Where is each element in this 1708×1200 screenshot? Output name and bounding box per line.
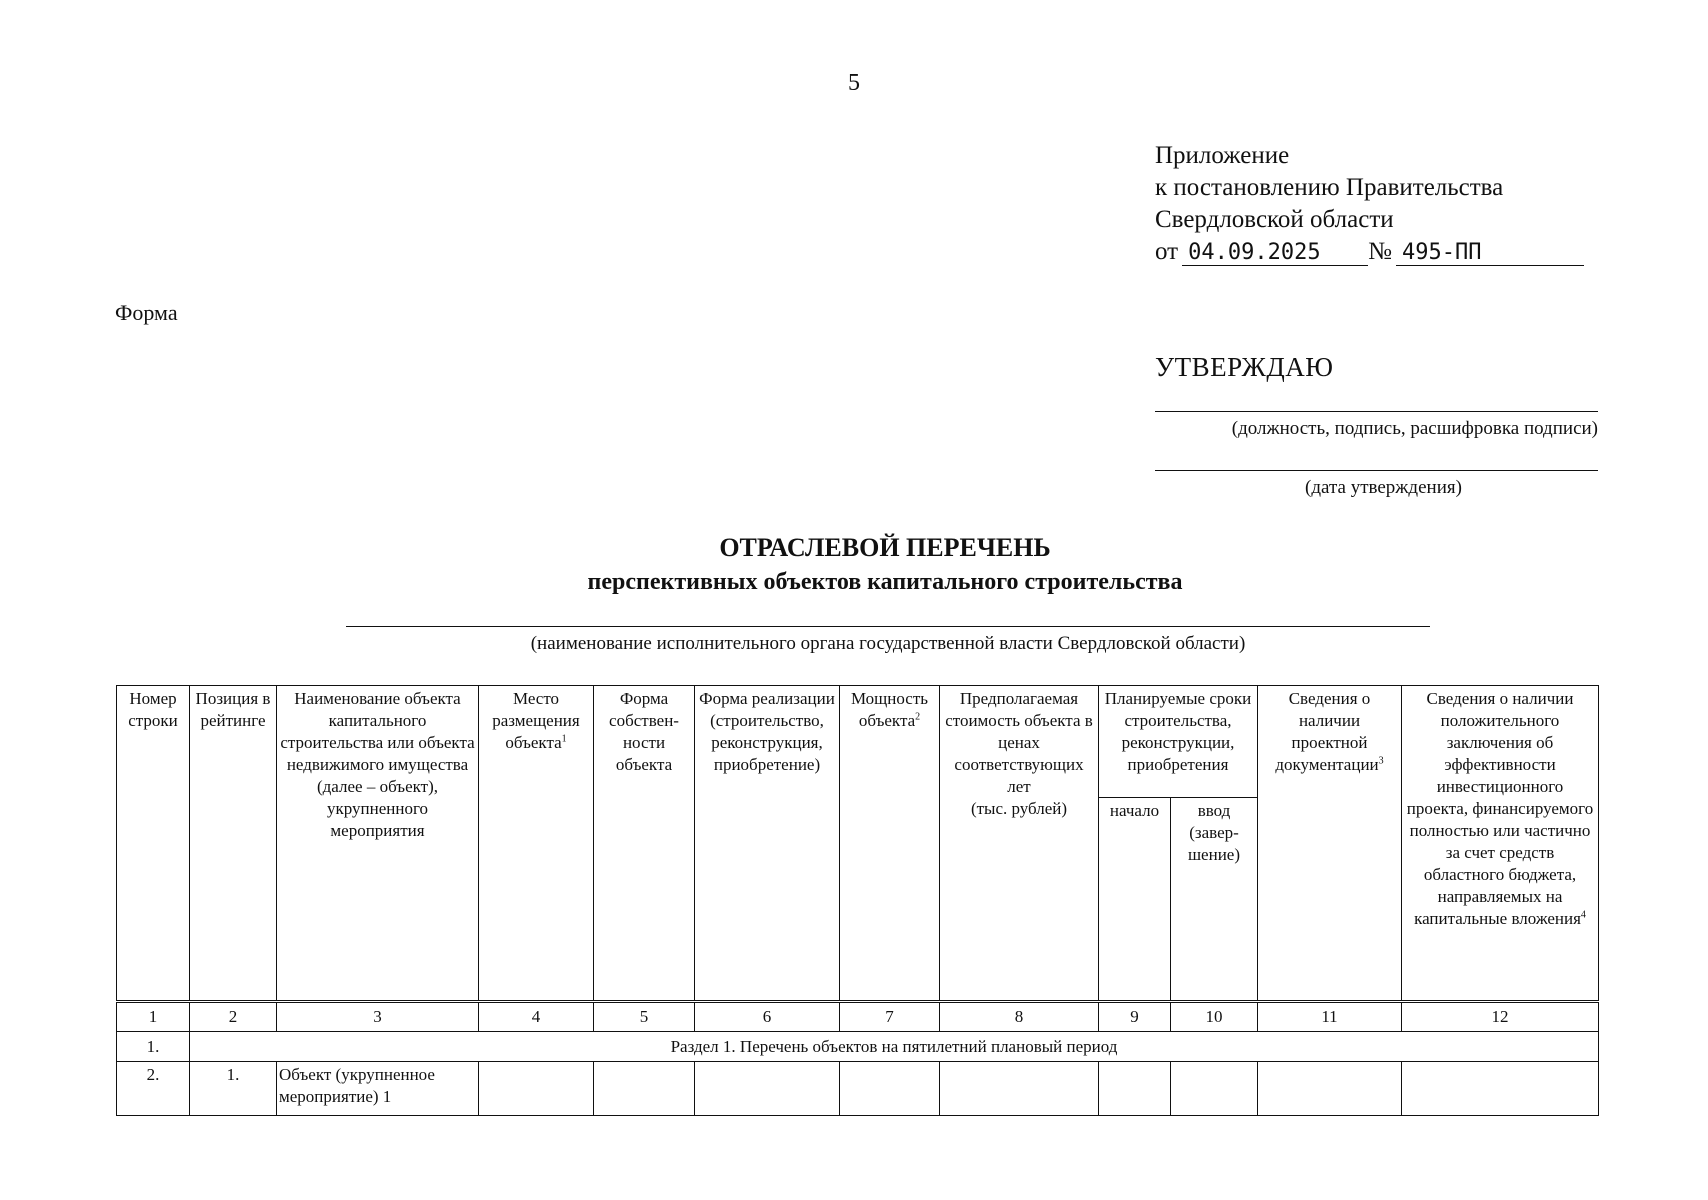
- header-row-1: [117, 686, 1599, 798]
- header-capacity-text: Мощность объекта: [850, 689, 929, 730]
- footnote-3-mark: 3: [1378, 755, 1384, 767]
- approval-date-caption: (дата утверждения): [1305, 477, 1462, 498]
- resolution-number: 495-ПП: [1396, 241, 1584, 266]
- header-project-docs-text: Сведения о наличии проектной документации: [1275, 689, 1379, 774]
- empty-cell: [840, 1062, 940, 1116]
- column-number: 7: [840, 1002, 940, 1032]
- header-start: начало: [1099, 798, 1171, 1002]
- approval-title: УТВЕРЖДАЮ: [1155, 352, 1334, 382]
- column-numbers-row: [117, 1002, 1599, 1032]
- footnote-4-mark: 4: [1580, 909, 1586, 921]
- footnote-2-mark: 2: [915, 711, 921, 723]
- document-title: ОТРАСЛЕВОЙ ПЕРЕЧЕНЬ: [719, 533, 1051, 562]
- header-location-text: Место размещения объекта: [492, 689, 580, 752]
- header-rating-position: Позиция в рейтинге: [190, 686, 277, 1002]
- header-completion: ввод (завер-шение): [1171, 798, 1258, 1002]
- org-name-line: [346, 626, 1430, 627]
- header-location: [479, 686, 594, 1002]
- empty-cell: [1099, 1062, 1171, 1116]
- column-number: 9: [1099, 1002, 1171, 1032]
- header-cost-unit: (тыс. рублей): [970, 799, 1068, 818]
- empty-cell: [940, 1062, 1099, 1116]
- column-number: 2: [190, 1002, 277, 1032]
- header-efficiency-conclusion: [1402, 686, 1599, 1002]
- section-row: [117, 1032, 1599, 1062]
- header-estimated-cost-text: Предполагаемая стоимость объекта в ценах соответствующих лет: [945, 689, 1093, 796]
- appendix-line-1: Приложение: [1155, 142, 1290, 169]
- page-number: 5: [848, 70, 860, 96]
- column-number: 11: [1258, 1002, 1402, 1032]
- section-title: Раздел 1. Перечень объектов на пятилетний плановый период: [190, 1032, 1599, 1062]
- org-name-caption: (наименование исполнительного органа государственной власти Свердловской области): [530, 633, 1246, 654]
- column-number: 12: [1402, 1002, 1599, 1032]
- signature-line: [1155, 411, 1598, 412]
- appendix-block: [1155, 140, 1584, 268]
- object-row-number: 2.: [117, 1062, 190, 1116]
- footnote-1-mark: 1: [561, 733, 567, 745]
- signature-caption: (должность, подпись, расшифровка подписи): [1231, 418, 1598, 439]
- header-project-docs: [1258, 686, 1402, 1002]
- form-label: Форма: [115, 300, 178, 325]
- header-ownership-form: Форма собствен-ности объекта: [594, 686, 695, 1002]
- empty-cell: [1258, 1062, 1402, 1116]
- empty-cell: [695, 1062, 840, 1116]
- column-number: 1: [117, 1002, 190, 1032]
- section-row-number: 1.: [117, 1032, 190, 1062]
- header-capacity: [840, 686, 940, 1002]
- number-label: №: [1368, 238, 1392, 265]
- approval-date-line: [1155, 470, 1598, 471]
- column-number: 3: [277, 1002, 479, 1032]
- object-name: Объект (укрупненное мероприятие) 1: [277, 1062, 479, 1116]
- empty-cell: [1402, 1062, 1599, 1116]
- appendix-line-3: Свердловской области: [1155, 206, 1394, 233]
- header-planned-dates: Планируемые сроки строительства, реконструкции, приобретения: [1099, 686, 1258, 798]
- header-row-number: Номер строки: [117, 686, 190, 1002]
- appendix-line-2: к постановлению Правительства: [1155, 174, 1504, 201]
- empty-cell: [1171, 1062, 1258, 1116]
- object-row: [117, 1062, 1599, 1116]
- objects-table: [116, 685, 1599, 1116]
- column-number: 5: [594, 1002, 695, 1032]
- header-implementation-form: Форма реализации (строительство, реконструкция, приобретение): [695, 686, 840, 1002]
- header-object-name: Наименование объекта капитального строительства или объекта недвижимого имущества (далее – объект), укрупненного мероприятия: [277, 686, 479, 1002]
- header-estimated-cost: [940, 686, 1099, 1002]
- empty-cell: [479, 1062, 594, 1116]
- resolution-date: 04.09.2025: [1182, 241, 1368, 266]
- header-efficiency-conclusion-text: Сведения о наличии положительного заключения об эффективности инвестиционного проекта, финансируемого полностью или частично за счет средств областного бюджета, направляемых на капитальные вложения: [1406, 689, 1594, 928]
- object-rating-position: 1.: [190, 1062, 277, 1116]
- column-number: 10: [1171, 1002, 1258, 1032]
- empty-cell: [594, 1062, 695, 1116]
- column-number: 8: [940, 1002, 1099, 1032]
- document-subtitle: перспективных объектов капитального строительства: [587, 569, 1183, 595]
- column-number: 4: [479, 1002, 594, 1032]
- column-number: 6: [695, 1002, 840, 1032]
- appendix-date-row: [1155, 236, 1584, 268]
- from-label: от: [1155, 238, 1179, 265]
